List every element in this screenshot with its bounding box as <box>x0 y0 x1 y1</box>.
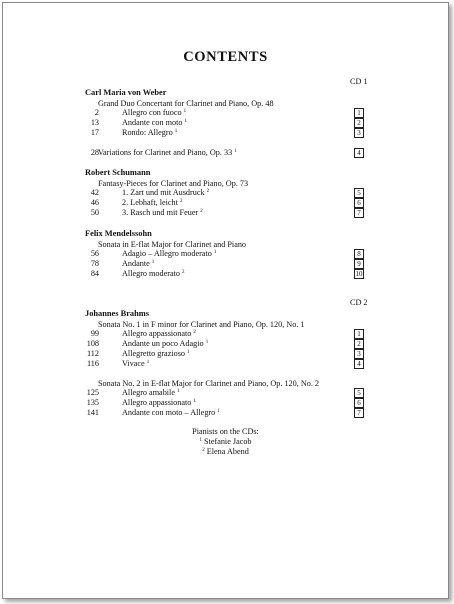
work-sonata-no-1: Sonata No. 1 in F minor for Clarinet and Piano, Op. 120, No. 1 <box>98 320 305 329</box>
list-item <box>3 330 448 340</box>
work-fantasy-pieces: Fantasy-Pieces for Clarinet and Piano, Op. 73 <box>98 179 249 188</box>
composer-mendelssohn: Felix Mendelssohn <box>85 229 152 238</box>
track-number: 3 <box>354 128 364 138</box>
track-number: 2 <box>354 339 364 349</box>
list-item <box>3 149 448 159</box>
pianist-1: $^1$ Stefanie Jacob <box>199 437 252 446</box>
list-item <box>3 350 448 360</box>
list-item <box>3 389 448 399</box>
list-item <box>3 270 448 280</box>
page-title: CONTENTS <box>183 49 268 65</box>
work-sonata-no-2: Sonata No. 2 in E-flat Major for Clarinet and Piano, Op. 120, No. 2 <box>98 379 320 388</box>
page-number: 46 <box>90 198 99 207</box>
composer-schumann: Robert Schumann <box>85 168 151 177</box>
track-number: 2 <box>354 118 364 128</box>
movement-title: Allegro moderato $^2$ <box>122 269 185 278</box>
movement-title: 2. Lebhaft, leicht $^2$ <box>122 198 183 207</box>
movement-title: Andante $^1$ <box>122 259 155 268</box>
page-number: 135 <box>86 398 99 407</box>
pianist-2: $^2$ Elena Abend <box>202 447 249 456</box>
page-number: 13 <box>90 118 99 127</box>
track-number: 8 <box>354 249 364 259</box>
list-item <box>3 209 448 219</box>
movement-title: Allegro amabile $^1$ <box>122 388 180 397</box>
page-number: 50 <box>90 208 99 217</box>
movement-title: 3. Rasch und mit Feuer $^2$ <box>122 208 203 217</box>
list-item <box>3 340 448 350</box>
movement-title: Andante con moto $^1$ <box>122 118 188 127</box>
work-sonata-e-flat: Sonata in E-flat Major for Clarinet and Piano <box>98 240 247 249</box>
track-number: 7 <box>354 208 364 218</box>
movement-title: Allegro con fuoco $^1$ <box>122 108 187 117</box>
work-grand-duo: Grand Duo Concertant for Clarinet and Piano, Op. 48 <box>98 99 274 108</box>
page-number: 56 <box>90 249 99 258</box>
list-item <box>3 360 448 370</box>
document-page <box>2 2 449 599</box>
list-item <box>3 109 448 119</box>
cd1-label: CD 1 <box>350 77 368 86</box>
list-item <box>3 250 448 260</box>
list-item <box>3 409 448 419</box>
track-number: 3 <box>354 349 364 359</box>
page-number: 99 <box>90 329 99 338</box>
composer-weber: Carl Maria von Weber <box>85 88 167 97</box>
track-number: 1 <box>354 329 364 339</box>
track-number: 4 <box>354 359 364 369</box>
movement-title: Allegro appassionato $^1$ <box>122 398 196 407</box>
track-number: 7 <box>354 408 364 418</box>
page-number: 2 <box>94 108 99 117</box>
movement-title: Adagio – Allegro moderato $^1$ <box>122 249 217 258</box>
cd2-label: CD 2 <box>350 298 368 307</box>
list-item <box>3 399 448 409</box>
list-item <box>3 260 448 270</box>
movement-title: Allegro appassionato $^2$ <box>122 329 196 338</box>
list-item <box>3 119 448 129</box>
page-number: 125 <box>86 388 99 397</box>
list-item <box>3 199 448 209</box>
list-item <box>3 129 448 139</box>
track-number: 5 <box>354 188 364 198</box>
movement-title: Vivace $^1$ <box>122 359 150 368</box>
page-number: 28 <box>90 148 99 157</box>
track-number: 6 <box>354 398 364 408</box>
work-title: Variations for Clarinet and Piano, Op. 33 $^1$ <box>98 148 237 157</box>
page-number: 84 <box>90 269 99 278</box>
track-number: 6 <box>354 198 364 208</box>
page-number: 112 <box>87 349 99 358</box>
page-number: 78 <box>90 259 99 268</box>
page-number: 17 <box>90 128 99 137</box>
track-number: 9 <box>354 259 364 269</box>
page-number: 116 <box>87 359 99 368</box>
track-number: 5 <box>354 388 364 398</box>
page-number: 141 <box>86 408 99 417</box>
pianists-heading: Pianists on the CDs: <box>192 427 259 436</box>
page-number: 42 <box>90 188 99 197</box>
track-number: 10 <box>355 270 363 278</box>
movement-title: Andante un poco Adagio $^1$ <box>122 339 209 348</box>
movement-title: Rondo: Allegro $^1$ <box>122 128 178 137</box>
track-number: 1 <box>354 108 364 118</box>
movement-title: Andante con moto – Allegro $^1$ <box>122 408 220 417</box>
movement-title: Allegretto grazioso $^1$ <box>122 349 190 358</box>
composer-brahms: Johannes Brahms <box>85 309 149 318</box>
track-number: 4 <box>354 148 364 158</box>
page-number: 108 <box>86 339 99 348</box>
list-item <box>3 189 448 199</box>
movement-title: 1. Zart und mit Ausdruck $^2$ <box>122 188 210 197</box>
